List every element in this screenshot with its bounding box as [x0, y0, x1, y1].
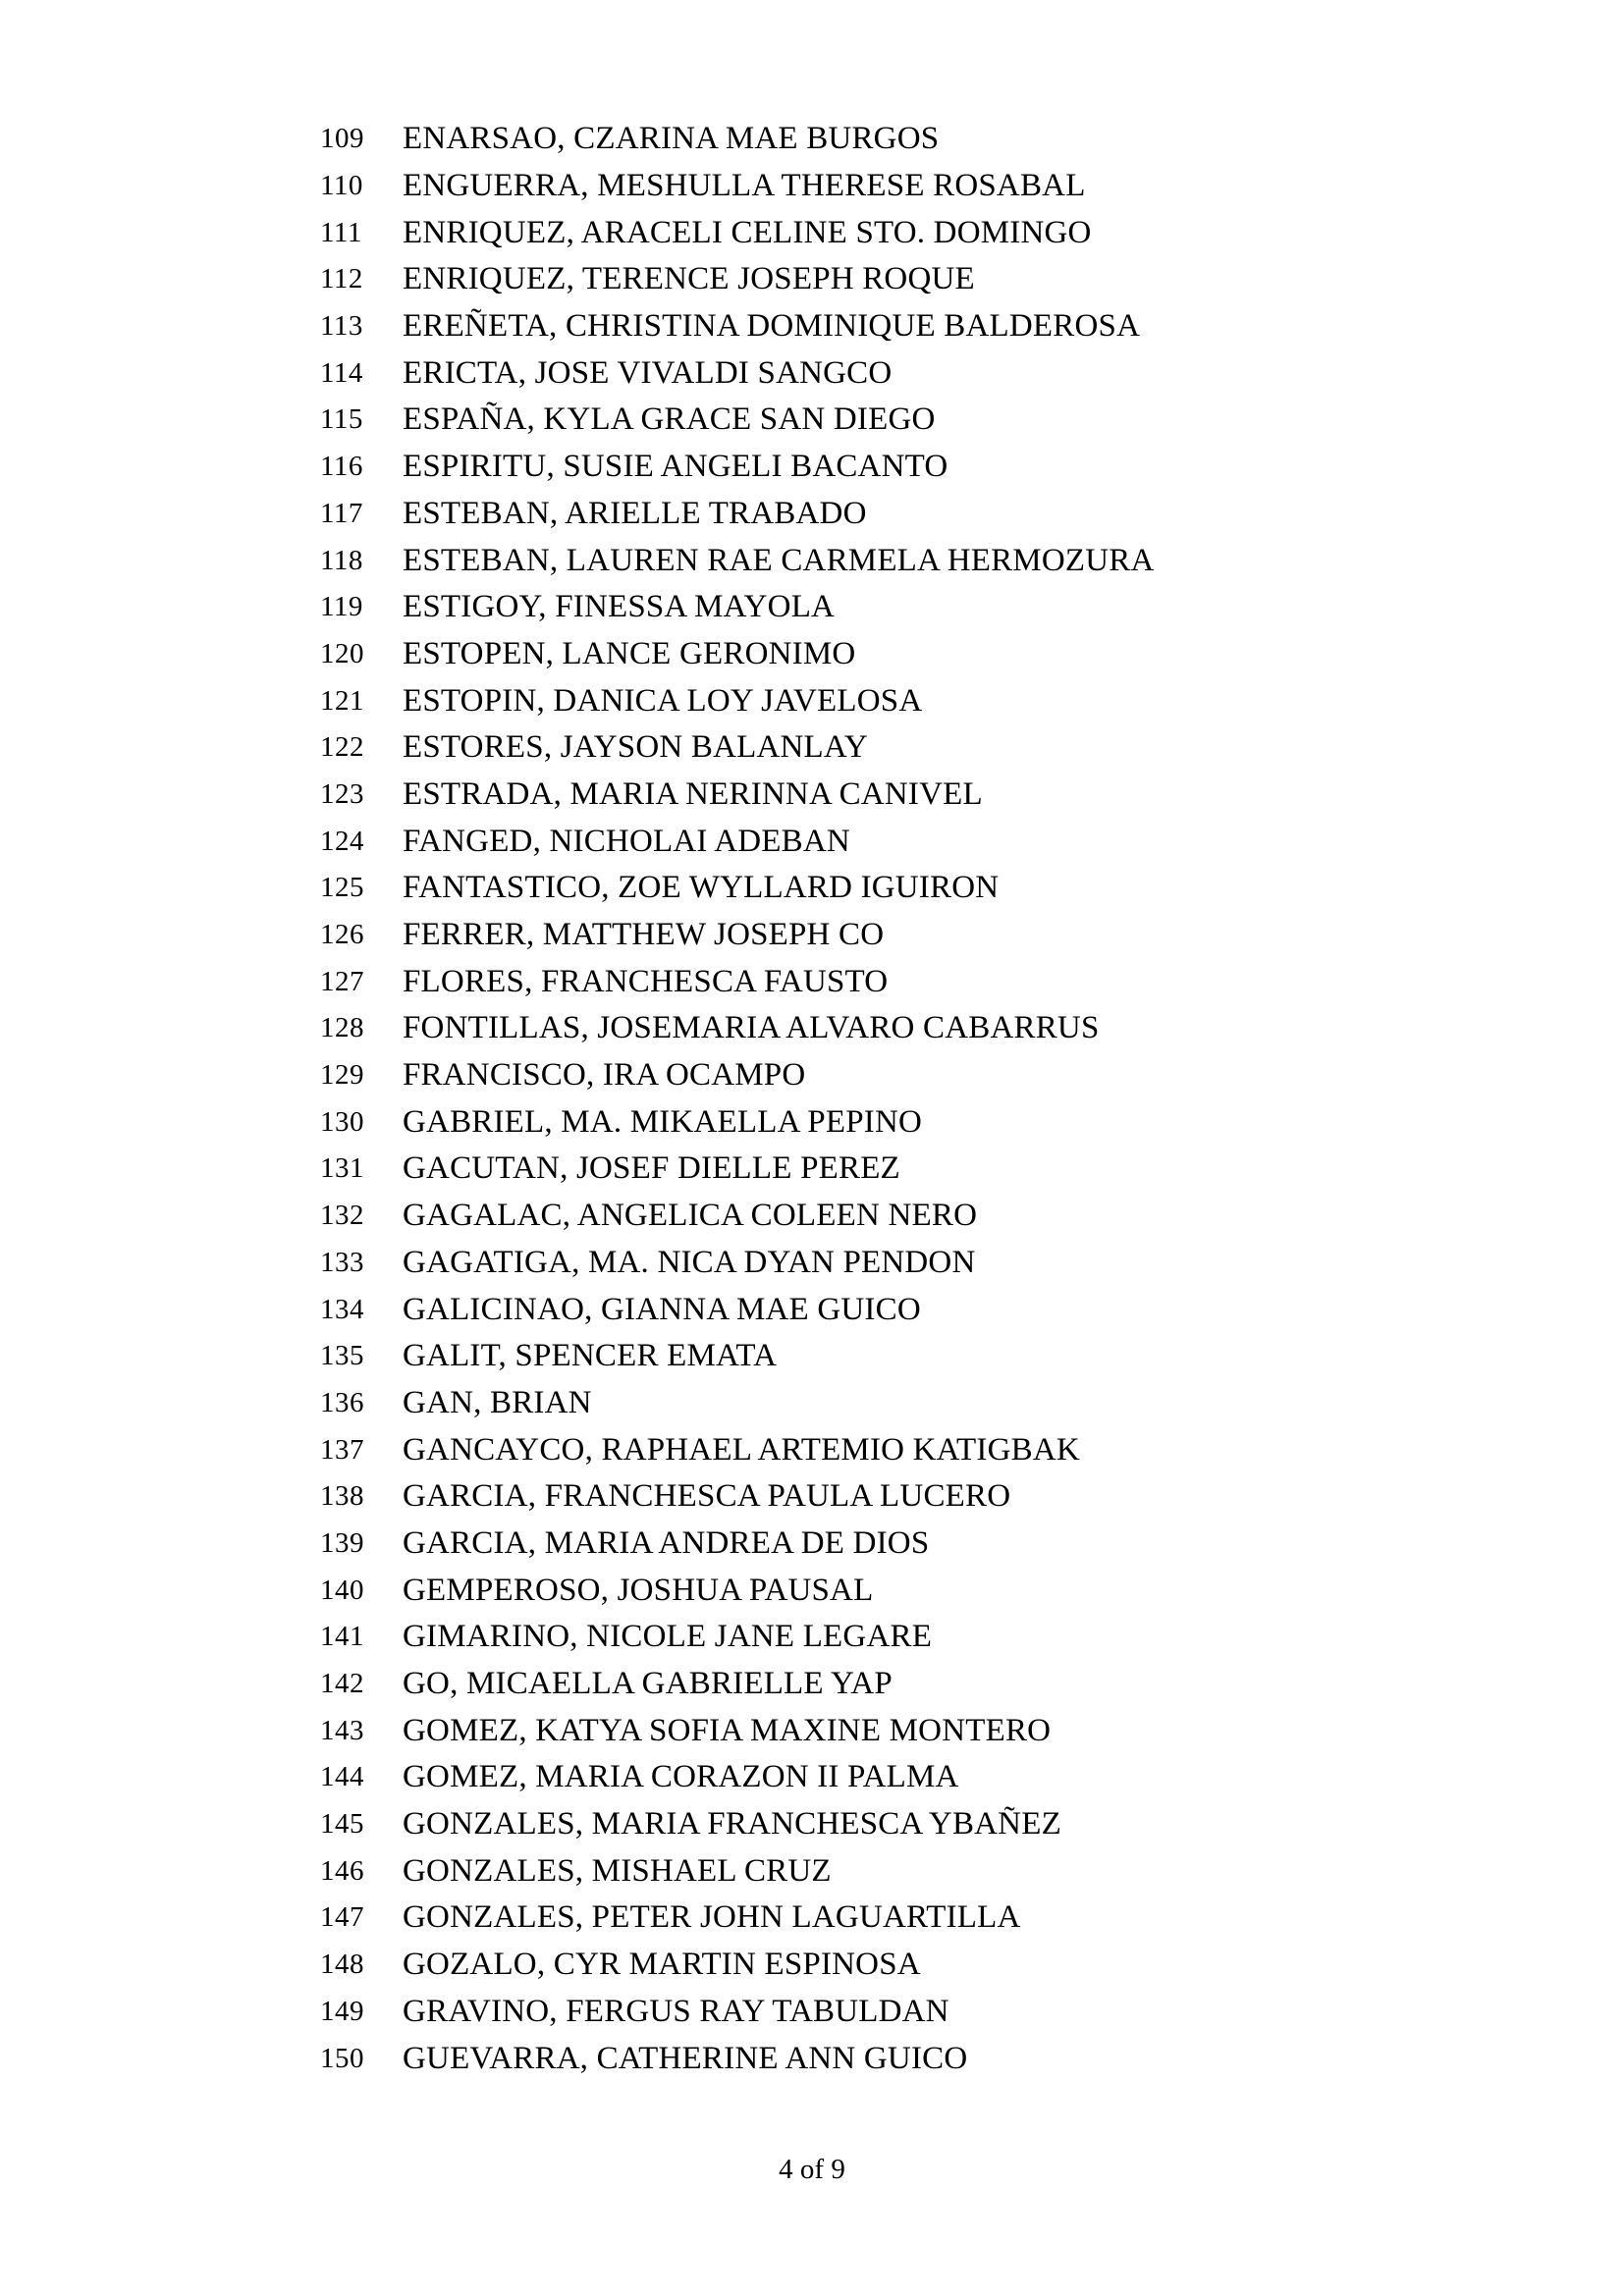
entry-name: ESTOPEN, LANCE GERONIMO — [403, 635, 856, 671]
entry-number: 128 — [320, 1012, 364, 1044]
entry-name: GALICINAO, GIANNA MAE GUICO — [403, 1291, 921, 1327]
entry-number: 111 — [320, 216, 362, 248]
entry-number: 115 — [320, 403, 363, 436]
list-item — [320, 256, 1155, 303]
entry-number: 130 — [320, 1105, 364, 1138]
list-item — [320, 116, 1155, 163]
entry-name: GRAVINO, FERGUS RAY TABULDAN — [403, 1993, 949, 2029]
entry-name: GANCAYCO, RAPHAEL ARTEMIO KATIGBAK — [403, 1431, 1080, 1468]
list-item — [320, 2035, 1155, 2082]
entry-number: 150 — [320, 2042, 364, 2074]
entry-name: GIMARINO, NICOLE JANE LEGARE — [403, 1619, 933, 1655]
entry-name: GO, MICAELLA GABRIELLE YAP — [403, 1666, 893, 1702]
entry-name: ENRIQUEZ, TERENCE JOSEPH ROQUE — [403, 261, 975, 297]
entry-name: ERICTA, JOSE VIVALDI SANGCO — [403, 354, 893, 391]
list-item — [320, 818, 1155, 865]
list-item — [320, 1052, 1155, 1099]
name-list — [320, 116, 1155, 2082]
entry-number: 125 — [320, 872, 364, 904]
list-item — [320, 1426, 1155, 1473]
list-item — [320, 772, 1155, 819]
entry-name: GALIT, SPENCER EMATA — [403, 1338, 778, 1374]
entry-name: ENARSAO, CZARINA MAE BURGOS — [403, 121, 940, 157]
page-number: 4 of 9 — [779, 2154, 845, 2185]
list-item — [320, 865, 1155, 912]
list-item — [320, 1521, 1155, 1568]
list-item — [320, 677, 1155, 724]
entry-name: GAGALAC, ANGELICA COLEEN NERO — [403, 1198, 978, 1234]
list-item — [320, 1707, 1155, 1754]
entry-number: 112 — [320, 263, 363, 295]
entry-number: 141 — [320, 1621, 364, 1653]
entry-number: 127 — [320, 965, 364, 997]
entry-number: 109 — [320, 123, 364, 155]
entry-number: 129 — [320, 1059, 364, 1092]
entry-number: 114 — [320, 356, 363, 389]
list-item — [320, 958, 1155, 1005]
entry-number: 118 — [320, 544, 363, 576]
entry-number: 126 — [320, 919, 364, 951]
list-item — [320, 1286, 1155, 1333]
list-item — [320, 537, 1155, 584]
list-item — [320, 1895, 1155, 1942]
entry-number: 144 — [320, 1761, 364, 1793]
entry-name: ESPAÑA, KYLA GRACE SAN DIEGO — [403, 401, 936, 438]
entry-number: 122 — [320, 731, 364, 764]
entry-number: 120 — [320, 637, 364, 669]
entry-name: GONZALES, MISHAEL CRUZ — [403, 1852, 832, 1889]
list-item — [320, 631, 1155, 678]
entry-name: GARCIA, FRANCHESCA PAULA LUCERO — [403, 1478, 1011, 1515]
list-item — [320, 1614, 1155, 1661]
entry-name: FONTILLAS, JOSEMARIA ALVARO CABARRUS — [403, 1010, 1100, 1046]
entry-name: GOZALO, CYR MARTIN ESPINOSA — [403, 1947, 921, 1983]
entry-name: FERRER, MATTHEW JOSEPH CO — [403, 917, 885, 953]
entry-number: 121 — [320, 684, 364, 717]
entry-name: GARCIA, MARIA ANDREA DE DIOS — [403, 1524, 930, 1561]
entry-number: 148 — [320, 1949, 364, 1981]
entry-number: 132 — [320, 1200, 364, 1232]
entry-number: 146 — [320, 1854, 364, 1887]
entry-number: 140 — [320, 1574, 364, 1606]
list-item — [320, 1380, 1155, 1427]
entry-name: GONZALES, PETER JOHN LAGUARTILLA — [403, 1899, 1021, 1936]
entry-number: 147 — [320, 1901, 364, 1934]
entry-name: ESTIGOY, FINESSA MAYOLA — [403, 589, 836, 625]
entry-number: 134 — [320, 1293, 364, 1325]
entry-number: 131 — [320, 1152, 364, 1185]
list-item — [320, 1754, 1155, 1801]
list-item — [320, 209, 1155, 256]
entry-name: ENGUERRA, MESHULLA THERESE ROSABAL — [403, 168, 1086, 204]
entry-number: 138 — [320, 1480, 364, 1513]
entry-name: ENRIQUEZ, ARACELI CELINE STO. DOMINGO — [403, 214, 1092, 250]
list-item — [320, 163, 1155, 210]
entry-number: 119 — [320, 591, 363, 623]
entry-number: 145 — [320, 1808, 364, 1841]
entry-number: 135 — [320, 1340, 364, 1372]
entry-name: GEMPEROSO, JOSHUA PAUSAL — [403, 1572, 874, 1608]
list-item — [320, 444, 1155, 491]
list-item — [320, 912, 1155, 959]
list-item — [320, 1567, 1155, 1614]
entry-number: 149 — [320, 1995, 364, 2027]
entry-name: FANTASTICO, ZOE WYLLARD IGUIRON — [403, 870, 1000, 906]
entry-name: GUEVARRA, CATHERINE ANN GUICO — [403, 2040, 968, 2076]
list-item — [320, 491, 1155, 538]
list-item — [320, 1146, 1155, 1193]
list-item — [320, 303, 1155, 350]
list-item — [320, 1847, 1155, 1895]
entry-name: GOMEZ, KATYA SOFIA MAXINE MONTERO — [403, 1712, 1052, 1748]
list-item — [320, 1473, 1155, 1521]
entry-name: GAGATIGA, MA. NICA DYAN PENDON — [403, 1244, 976, 1280]
entry-number: 136 — [320, 1386, 364, 1418]
entry-number: 137 — [320, 1433, 364, 1466]
entry-name: ESTRADA, MARIA NERINNA CANIVEL — [403, 775, 983, 812]
list-item — [320, 1098, 1155, 1146]
list-item — [320, 1801, 1155, 1848]
list-item — [320, 584, 1155, 631]
list-item — [320, 1333, 1155, 1380]
entry-number: 110 — [320, 170, 363, 202]
entry-name: GONZALES, MARIA FRANCHESCA YBAÑEZ — [403, 1806, 1061, 1842]
entry-number: 142 — [320, 1668, 364, 1700]
entry-name: ESTORES, JAYSON BALANLAY — [403, 729, 868, 766]
entry-name: GAN, BRIAN — [403, 1384, 592, 1420]
entry-number: 124 — [320, 825, 364, 857]
entry-number: 123 — [320, 777, 364, 810]
entry-name: ESTEBAN, ARIELLE TRABADO — [403, 495, 867, 531]
entry-number: 116 — [320, 451, 363, 483]
entry-number: 133 — [320, 1246, 364, 1278]
list-item — [320, 1661, 1155, 1708]
list-item — [320, 1240, 1155, 1287]
entry-number: 143 — [320, 1714, 364, 1746]
entry-name: GABRIEL, MA. MIKAELLA PEPINO — [403, 1103, 923, 1140]
entry-name: FLORES, FRANCHESCA FAUSTO — [403, 963, 889, 999]
list-item — [320, 397, 1155, 444]
entry-name: GOMEZ, MARIA CORAZON II PALMA — [403, 1759, 959, 1795]
list-item — [320, 1942, 1155, 1989]
entry-number: 113 — [320, 310, 363, 343]
list-item — [320, 1989, 1155, 2036]
list-item — [320, 349, 1155, 397]
entry-name: EREÑETA, CHRISTINA DOMINIQUE BALDEROSA — [403, 308, 1141, 345]
entry-name: FRANCISCO, IRA OCAMPO — [403, 1057, 806, 1094]
entry-number: 139 — [320, 1526, 364, 1559]
entry-name: ESTOPIN, DANICA LOY JAVELOSA — [403, 682, 923, 719]
list-item — [320, 1193, 1155, 1240]
list-item — [320, 1005, 1155, 1052]
entry-name: ESTEBAN, LAUREN RAE CARMELA HERMOZURA — [403, 542, 1155, 578]
entry-number: 117 — [320, 497, 363, 529]
entry-name: GACUTAN, JOSEF DIELLE PEREZ — [403, 1150, 900, 1187]
list-item — [320, 724, 1155, 772]
entry-name: FANGED, NICHOLAI ADEBAN — [403, 823, 850, 859]
entry-name: ESPIRITU, SUSIE ANGELI BACANTO — [403, 449, 948, 485]
